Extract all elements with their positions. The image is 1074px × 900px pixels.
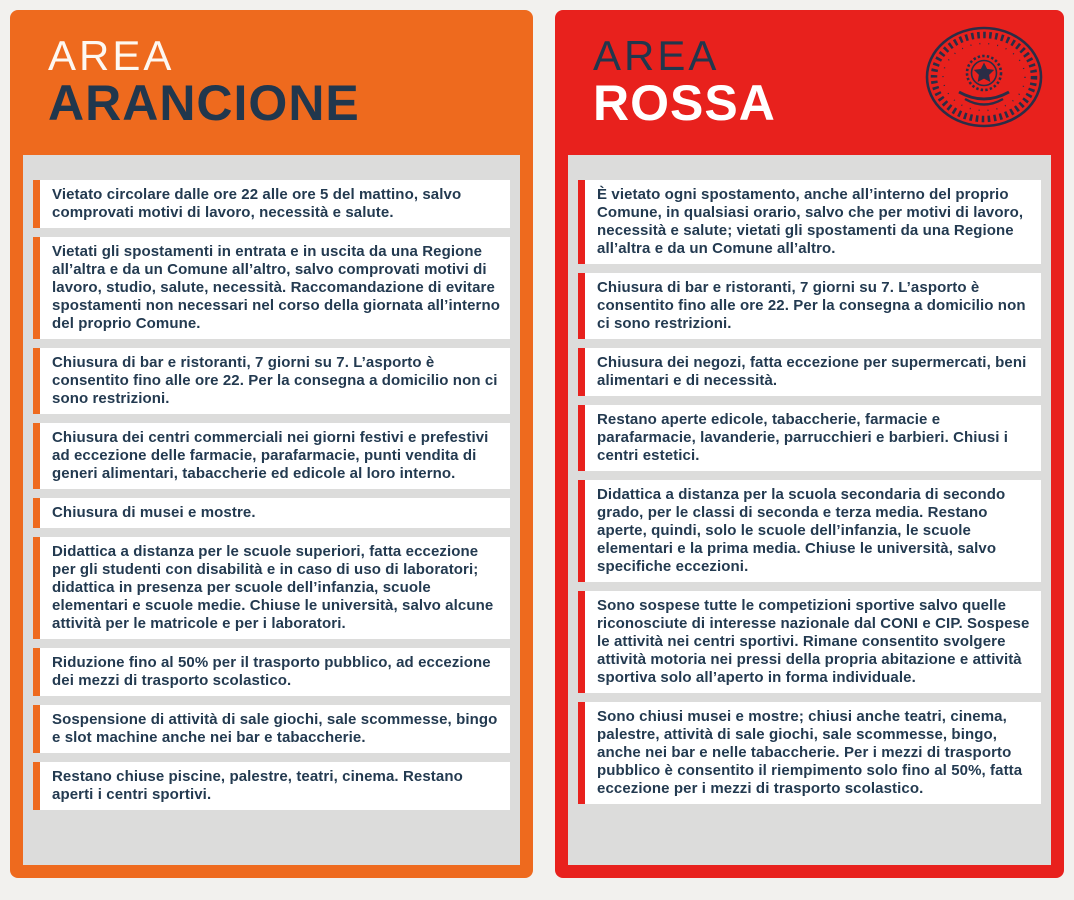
restriction-text: Vietati gli spostamenti in entrata e in uscita da una Regione all’altra e da un Comune all’altro, salvo comprovati motivi di lavoro, studio, salute, necessità. Raccomandazione di evitare spostamenti non necessari nel corso della giornata all’interno del proprio Comune. (52, 243, 500, 332)
panel-title-area: AREA (48, 31, 175, 79)
restriction-item (33, 180, 510, 228)
restriction-text: Restano aperte edicole, tabaccherie, farmacie e parafarmacie, lavanderie, parrucchieri e barbieri. Chiusi i centri estetici. (597, 411, 1009, 464)
restriction-item (33, 423, 510, 489)
restriction-text: Didattica a distanza per le scuole superiori, fatta eccezione per gli studenti con disabilità e in caso di uso di laboratori; didattica in presenza per scuole dell’infanzia, scuole elementari e scuole medie. Chiuse le università, salvo alcune attività per le matricole e per i laboratori. (52, 543, 494, 632)
restriction-item (578, 702, 1041, 804)
restriction-item (33, 537, 510, 639)
restrictions-list-arancione (23, 155, 520, 865)
restriction-text: Chiusura di bar e ristoranti, 7 giorni su 7. L’asporto è consentito fino alle ore 22. Per la consegna a domicilio non ci sono restrizioni. (597, 279, 1026, 332)
restriction-item (578, 348, 1041, 396)
panel-header-rossa (568, 10, 1051, 155)
restriction-text: Didattica a distanza per la scuola secondaria di secondo grado, per le classi di seconda e terza media. Restano aperte, quindi, solo le scuole dell’infanzia, le scuole elementari e la prima media. Chiuse le università, salvo specifiche eccezioni. (597, 486, 1006, 575)
restriction-item (33, 648, 510, 696)
panel-area-rossa (555, 10, 1064, 878)
restriction-text: Vietato circolare dalle ore 22 alle ore 5 del mattino, salvo comprovati motivi di lavoro, necessità e salute. (52, 186, 462, 221)
restriction-item (578, 180, 1041, 264)
restriction-item (33, 705, 510, 753)
restriction-text: Sospensione di attività di sale giochi, sale scommesse, bingo e slot machine anche nei bar e tabaccherie. (52, 711, 498, 746)
restriction-text: Chiusura dei negozi, fatta eccezione per supermercati, beni alimentari e di necessità. (597, 354, 1027, 389)
restriction-text: Sono sospese tutte le competizioni sportive salvo quelle riconosciute di interesse nazionale dal CONI e CIP. Sospese le attività nei centri sportivi. Rimane consentito svolgere attività motoria nei pressi della propria abitazione e attività sportiva solo all’aperto in forma individuale. (597, 597, 1030, 686)
panel-title-arancione: ARANCIONE (48, 75, 360, 132)
restriction-item (33, 237, 510, 339)
panel-header-arancione (23, 10, 520, 155)
restriction-text: Restano chiuse piscine, palestre, teatri, cinema. Restano aperti i centri sportivi. (52, 768, 463, 803)
restriction-text: È vietato ogni spostamento, anche all’interno del proprio Comune, in qualsiasi orario, salvo che per motivi di lavoro, necessità e salute; vietati gli spostamenti da una Regione all’altra e da un Comune all’altro. (597, 186, 1024, 257)
restriction-item (578, 405, 1041, 471)
restriction-item (33, 348, 510, 414)
restriction-item (578, 273, 1041, 339)
restriction-text: Chiusura dei centri commerciali nei giorni festivi e prefestivi ad eccezione delle farmacie, parafarmacie, punti vendita di generi alimentari, tabaccherie ed edicole al loro interno. (52, 429, 489, 482)
restriction-text: Sono chiusi musei e mostre; chiusi anche teatri, cinema, palestre, attività di sale giochi, sale scommesse, bingo, anche nei bar e nelle tabaccherie. Per i mezzi di trasporto pubblico è consentito il riempimento solo fino al 50%, fatta eccezione per i mezzi di trasporto scolastico. (597, 708, 1023, 797)
restriction-item (578, 591, 1041, 693)
panel-title-area: AREA (593, 31, 720, 79)
restrictions-list-rossa (568, 155, 1051, 865)
restriction-text: Chiusura di bar e ristoranti, 7 giorni su 7. L’asporto è consentito fino alle ore 22. Per la consegna a domicilio non ci sono restrizioni. (52, 354, 498, 407)
restriction-item (578, 480, 1041, 582)
restriction-item (33, 498, 510, 528)
restriction-text: Riduzione fino al 50% per il trasporto pubblico, ad eccezione dei mezzi di trasporto scolastico. (52, 654, 491, 689)
restriction-item (33, 762, 510, 810)
restriction-text: Chiusura di musei e mostre. (52, 504, 256, 521)
panel-area-arancione (10, 10, 533, 878)
government-seal-icon (923, 24, 1045, 130)
panel-title-rossa: ROSSA (593, 75, 776, 132)
